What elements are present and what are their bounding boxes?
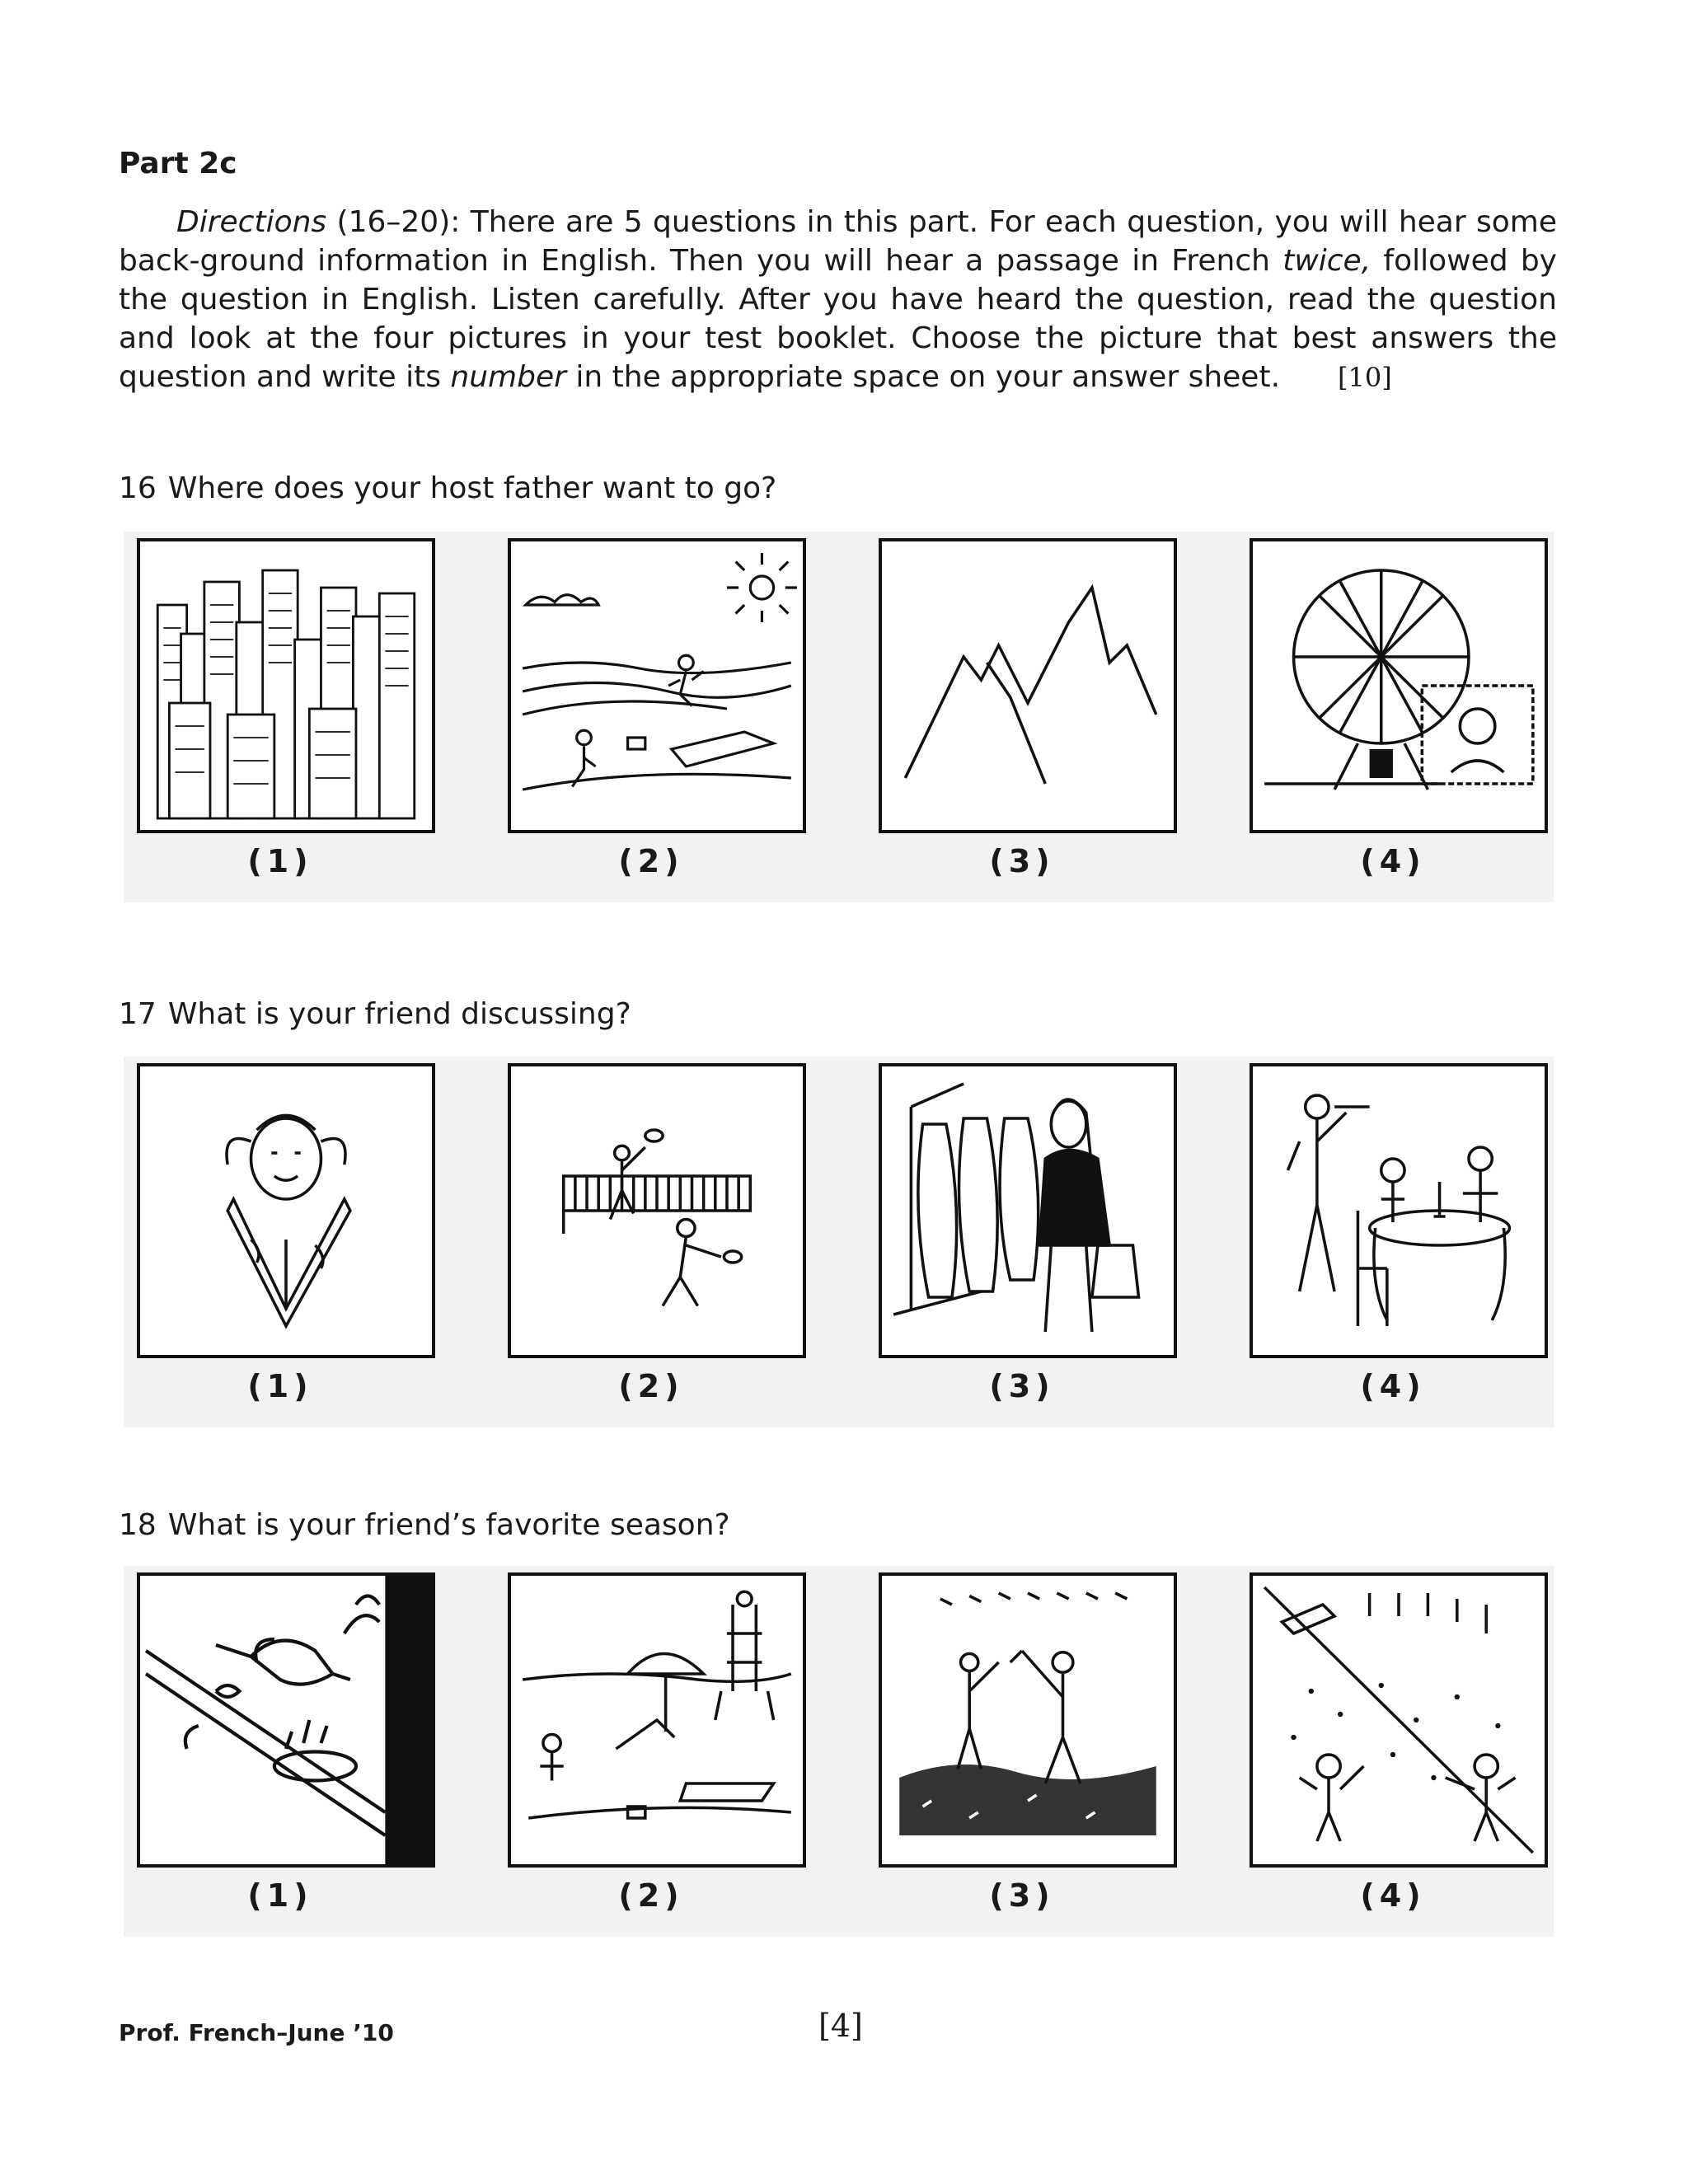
- choice-16-2[interactable]: [495, 532, 808, 902]
- question-17: [119, 997, 631, 1031]
- choice-17-1[interactable]: [124, 1057, 437, 1427]
- autumn-raking-leaves-picture: [879, 1572, 1177, 1868]
- directions-range: (16–20): There are 5 questions in this part. For each question, you will hear some back-ground information in English. Then you will hear a passage in French: [119, 205, 1557, 278]
- choice-label: (4): [1360, 1877, 1426, 1914]
- spring-bird-nest-picture: [137, 1572, 435, 1868]
- restaurant-picture: [1250, 1063, 1548, 1358]
- question-text: Where does your host father want to go?: [167, 471, 777, 505]
- badminton-picture: [508, 1063, 806, 1358]
- choice-18-1[interactable]: [124, 1566, 437, 1937]
- choice-16-3[interactable]: [865, 532, 1179, 902]
- choice-16-4[interactable]: [1236, 532, 1550, 902]
- summer-beach-picture: [508, 1572, 806, 1868]
- question-text: What is your friend discussing?: [167, 997, 631, 1031]
- choice-label: (1): [247, 1877, 313, 1914]
- choice-label: (1): [247, 843, 313, 879]
- girl-reading-picture: [137, 1063, 435, 1358]
- question-number: 16: [119, 471, 157, 505]
- directions-twice: twice,: [1282, 244, 1372, 278]
- choice-label: (3): [989, 1877, 1055, 1914]
- part-heading: Part 2c: [119, 147, 237, 180]
- question-17-choices: [124, 1057, 1554, 1427]
- directions-end: in the appropriate space on your answer sheet.: [565, 360, 1281, 394]
- choice-label: (4): [1360, 1368, 1426, 1404]
- footer-exam-title: Prof. French–June ’10: [119, 2019, 394, 2046]
- question-number: 17: [119, 997, 157, 1031]
- score-value: [10]: [1338, 362, 1392, 393]
- directions-lead: Directions: [176, 205, 327, 239]
- choice-17-2[interactable]: [495, 1057, 808, 1427]
- winter-snow-picture: [1250, 1572, 1548, 1868]
- choice-label: (2): [618, 843, 684, 879]
- footer-page-number: [4]: [818, 2008, 863, 2044]
- question-16: [119, 471, 776, 505]
- choice-16-1[interactable]: [124, 532, 437, 902]
- choice-label: (3): [989, 1368, 1055, 1404]
- shopping-picture: [879, 1063, 1177, 1358]
- choice-18-4[interactable]: [1236, 1566, 1550, 1937]
- question-18: [119, 1508, 730, 1542]
- question-18-choices: [124, 1566, 1554, 1937]
- mountains-picture: [879, 538, 1177, 833]
- city-skyline-picture: [137, 538, 435, 833]
- amusement-park-picture: [1250, 538, 1548, 833]
- choice-label: (4): [1360, 843, 1426, 879]
- directions-number: number: [450, 360, 566, 394]
- question-16-choices: [124, 532, 1554, 902]
- choice-label: (2): [618, 1368, 684, 1404]
- question-number: 18: [119, 1508, 157, 1542]
- choice-17-4[interactable]: [1236, 1057, 1550, 1427]
- directions-mid: followed by the question in English. Listen carefully. After you have heard the question, read the question and look at the four pictures in your test booklet. Choose the picture that best answers the question and write its: [119, 244, 1557, 394]
- choice-label: (2): [618, 1877, 684, 1914]
- beach-picture: [508, 538, 806, 833]
- choice-18-2[interactable]: [495, 1566, 808, 1937]
- directions-paragraph: [119, 203, 1557, 397]
- choice-18-3[interactable]: [865, 1566, 1179, 1937]
- choice-17-3[interactable]: [865, 1057, 1179, 1427]
- question-text: What is your friend’s favorite season?: [167, 1508, 730, 1542]
- choice-label: (1): [247, 1368, 313, 1404]
- choice-label: (3): [989, 843, 1055, 879]
